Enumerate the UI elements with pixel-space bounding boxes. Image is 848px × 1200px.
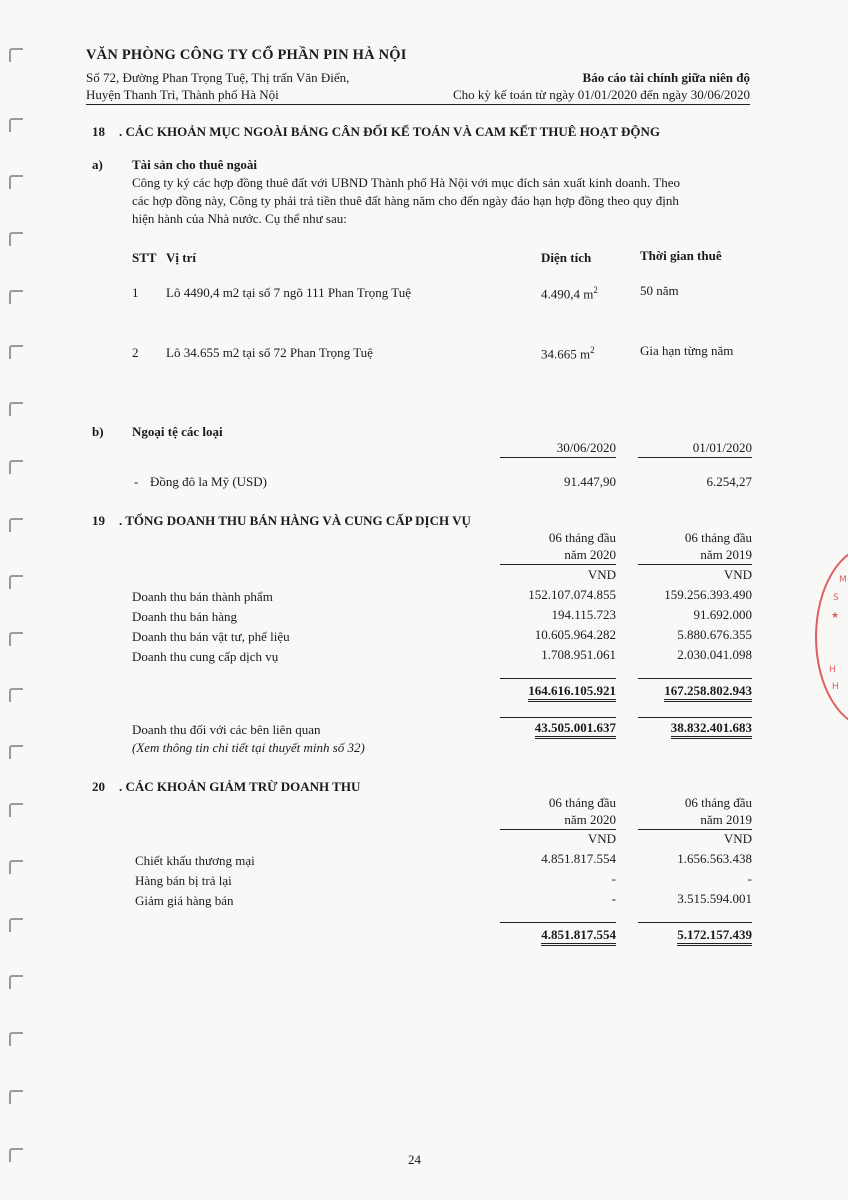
lease-header-area: Diện tích	[541, 250, 592, 265]
revenue-row-value-2020: 1.708.951.061	[541, 647, 616, 662]
fx-col-rule	[500, 457, 616, 458]
report-period: Cho kỳ kế toán từ ngày 01/01/2020 đến ngày 30/06/2020	[453, 87, 750, 102]
related-revenue-2020: 43.505.001.637	[535, 720, 616, 736]
lease-row-area: 34.665 $m^2$	[541, 345, 595, 362]
related-revenue-rule	[500, 717, 616, 718]
deductions-row-value-2020: 4.851.817.554	[541, 851, 616, 866]
related-revenue-2019: 38.832.401.683	[671, 720, 752, 736]
revenue-row-value-2020: 152.107.074.855	[528, 587, 616, 602]
deductions-row-label: Giảm giá hàng bán	[135, 893, 234, 908]
subsection-a-paragraph-line: Công ty ký các hợp đồng thuê đất với UBND Thành phố Hà Nội với mục đích sản xuất kinh doanh. Theo	[132, 175, 681, 190]
deductions-row-value-2020: -	[611, 891, 616, 906]
revenue-col-rule	[638, 564, 752, 565]
section-19-title: . TỔNG DOANH THU BÁN HÀNG VÀ CUNG CẤP DỊCH VỤ	[119, 513, 471, 528]
revenue-row-value-2019: 159.256.393.490	[664, 587, 752, 602]
section-18-title: . CÁC KHOẢN MỤC NGOÀI BẢNG CÂN ĐỐI KẾ TOÁN VÀ CAM KẾT THUÊ HOẠT ĐỘNG	[119, 124, 660, 139]
deductions-total-rule	[500, 922, 616, 923]
deductions-row-value-2020: -	[611, 871, 616, 886]
lease-row-area: 4.490,4 $m^2$	[541, 285, 598, 302]
section-18-number: 18	[92, 124, 105, 139]
subsection-a-title: Tài sản cho thuê ngoài	[132, 157, 257, 172]
fx-col-header-2019: 01/01/2020	[692, 440, 752, 455]
deductions-col2-header-line2: năm 2019	[700, 812, 752, 827]
revenue-row-label: Doanh thu bán vật tư, phế liệu	[132, 629, 290, 644]
revenue-row-label: Doanh thu cung cấp dịch vụ	[132, 649, 279, 664]
related-revenue-note: (Xem thông tin chi tiết tại thuyết minh số 32)	[132, 740, 365, 755]
section-19-number: 19	[92, 513, 105, 528]
revenue-row-value-2020: 194.115.723	[551, 607, 616, 622]
deductions-row-label: Hàng bán bị trả lại	[135, 873, 232, 888]
fx-item-value-2020: 91.447,90	[564, 474, 616, 489]
subsection-a-paragraph-line: hiện hành của Nhà nước. Cụ thể như sau:	[132, 211, 347, 226]
lease-row-location: Lô 4490,4 m2 tại số 7 ngõ 111 Phan Trọng Tuệ	[166, 285, 411, 300]
fx-col-header-2020: 30/06/2020	[556, 440, 616, 455]
revenue-col2-unit: VND	[723, 567, 752, 582]
section-20-number: 20	[92, 779, 105, 794]
revenue-row-label: Doanh thu bán hàng	[132, 609, 238, 624]
subsection-a-label: a)	[92, 157, 103, 172]
deductions-col-rule	[638, 829, 752, 830]
deductions-total-rule	[638, 922, 752, 923]
revenue-row-label: Doanh thu bán thành phẩm	[132, 589, 273, 604]
lease-row-stt: 1	[132, 285, 139, 300]
subsection-b-label: b)	[92, 424, 104, 439]
revenue-col-rule	[500, 564, 616, 565]
lease-header-term: Thời gian thuê	[640, 248, 722, 263]
deductions-row-value-2019: 1.656.563.438	[677, 851, 752, 866]
related-revenue-rule	[638, 717, 752, 718]
deductions-col1-unit: VND	[587, 831, 616, 846]
fx-item-label: Đồng đô la Mỹ (USD)	[150, 474, 267, 489]
header-divider	[86, 104, 750, 105]
deductions-col1-header-line1: 06 tháng đầu	[548, 795, 616, 810]
company-address-line2: Huyện Thanh Trì, Thành phố Hà Nội	[86, 87, 279, 102]
revenue-row-value-2020: 10.605.964.282	[534, 627, 616, 642]
revenue-total-2019: 167.258.802.943	[664, 683, 752, 699]
lease-header-stt: STT	[132, 250, 157, 265]
related-revenue-label: Doanh thu đối với các bên liên quan	[132, 722, 321, 737]
revenue-total-rule	[638, 678, 752, 679]
deductions-col2-unit: VND	[723, 831, 752, 846]
revenue-total-rule	[500, 678, 616, 679]
revenue-col1-header-line1: 06 tháng đầu	[548, 530, 616, 545]
deductions-row-value-2019: -	[747, 871, 752, 886]
lease-header-location: Vị trí	[166, 250, 196, 265]
fx-col-rule	[638, 457, 752, 458]
company-seal: M S ★ H H	[815, 545, 848, 729]
deductions-col-rule	[500, 829, 616, 830]
revenue-total-2020: 164.616.105.921	[528, 683, 616, 699]
company-address-line1: Số 72, Đường Phan Trọng Tuệ, Thị trấn Văn Điển,	[86, 70, 350, 85]
company-name: VĂN PHÒNG CÔNG TY CỔ PHẦN PIN HÀ NỘI	[86, 47, 407, 63]
revenue-row-value-2019: 91.692.000	[693, 607, 752, 622]
deductions-total-2019: 5.172.157.439	[677, 927, 752, 943]
deductions-col1-header-line2: năm 2020	[564, 812, 616, 827]
fx-item-bullet: -	[134, 474, 139, 489]
deductions-total-2020: 4.851.817.554	[541, 927, 616, 943]
lease-row-location: Lô 34.655 m2 tại số 72 Phan Trọng Tuệ	[166, 345, 373, 360]
subsection-a-paragraph-line: các hợp đồng này, Công ty phải trả tiền thuê đất hàng năm cho đến ngày đáo hạn hợp đồng theo quy định	[132, 193, 679, 208]
section-20-title: . CÁC KHOẢN GIẢM TRỪ DOANH THU	[119, 779, 361, 794]
revenue-col1-header-line2: năm 2020	[564, 547, 616, 562]
report-title: Báo cáo tài chính giữa niên độ	[582, 70, 750, 85]
lease-row-stt: 2	[132, 345, 139, 360]
deductions-row-value-2019: 3.515.594.001	[677, 891, 752, 906]
revenue-col2-header-line2: năm 2019	[700, 547, 752, 562]
lease-row-term: Gia hạn từng năm	[640, 343, 734, 358]
lease-row-term: 50 năm	[640, 283, 679, 298]
revenue-col1-unit: VND	[587, 567, 616, 582]
deductions-col2-header-line1: 06 tháng đầu	[684, 795, 752, 810]
revenue-row-value-2019: 2.030.041.098	[677, 647, 752, 662]
deductions-row-label: Chiết khấu thương mại	[135, 853, 255, 868]
fx-item-value-2019: 6.254,27	[706, 474, 752, 489]
subsection-b-title: Ngoại tệ các loại	[132, 424, 223, 439]
revenue-row-value-2019: 5.880.676.355	[677, 627, 752, 642]
page-number: 24	[408, 1152, 421, 1167]
revenue-col2-header-line1: 06 tháng đầu	[684, 530, 752, 545]
